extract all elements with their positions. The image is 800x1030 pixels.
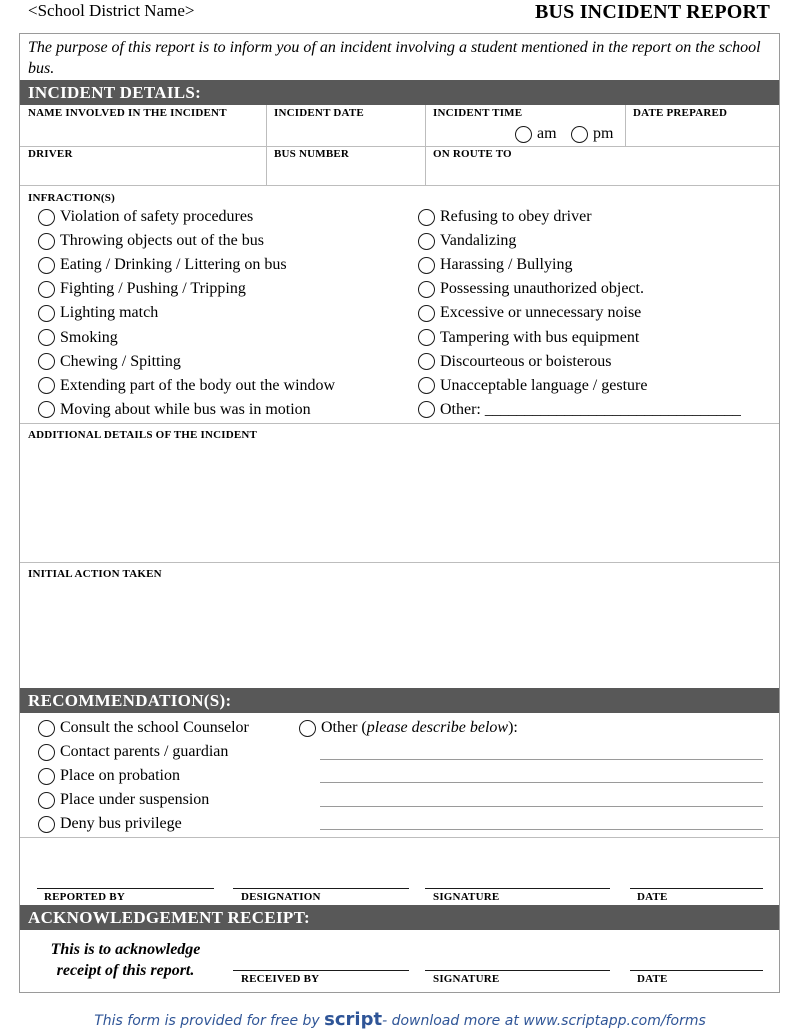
received-by-label: RECEIVED BY (241, 973, 320, 985)
infractions-label: INFRACTION(S) (28, 192, 115, 204)
radio-circle-icon[interactable] (38, 816, 55, 833)
infraction-option[interactable] (418, 401, 741, 419)
radio-circle-icon[interactable] (38, 353, 55, 370)
infraction-option-label: Lighting match (60, 304, 159, 322)
infraction-option[interactable] (418, 377, 647, 395)
infraction-option-label: Eating / Drinking / Littering on bus (60, 256, 287, 274)
infraction-option-label: Tampering with bus equipment (440, 328, 640, 346)
infraction-option-label: Vandalizing (440, 232, 517, 250)
recommendation-option[interactable] (38, 815, 182, 833)
infraction-option-label: Excessive or unnecessary noise (440, 304, 642, 322)
am-label: am (537, 125, 557, 142)
acknowledgement-heading: ACKNOWLEDGEMENT RECEIPT: (20, 905, 779, 930)
recommendation-option-label: Deny bus privilege (60, 815, 182, 833)
other-italic: please describe below (366, 719, 509, 736)
infraction-option[interactable] (38, 304, 158, 322)
infraction-option-label: Possessing unauthorized object. (440, 280, 644, 298)
row-divider (20, 562, 779, 563)
infraction-option-label: Chewing / Spitting (60, 352, 181, 370)
radio-circle-icon[interactable] (418, 353, 435, 370)
designation-label: DESIGNATION (241, 891, 321, 903)
radio-circle-icon[interactable] (418, 305, 435, 322)
bus-number-label: BUS NUMBER (274, 148, 350, 160)
recommendations-heading: RECOMMENDATION(S): (20, 688, 779, 713)
reported-by-line[interactable] (37, 888, 214, 889)
infraction-option[interactable] (418, 208, 592, 226)
recommendation-option-label: Place on probation (60, 767, 180, 785)
radio-circle-icon[interactable] (418, 329, 435, 346)
describe-line[interactable] (320, 829, 763, 830)
incident-time-label: INCIDENT TIME (433, 107, 523, 119)
script-brand-logo[interactable]: script (324, 1009, 383, 1030)
radio-circle-icon[interactable] (38, 401, 55, 418)
infraction-option[interactable] (38, 232, 264, 250)
radio-circle-icon[interactable] (418, 281, 435, 298)
form-title: BUS INCIDENT REPORT (534, 1, 770, 23)
initial-action-label: INITIAL ACTION TAKEN (28, 568, 162, 580)
radio-circle-icon[interactable] (418, 233, 435, 250)
infraction-option-label: Discourteous or boisterous (440, 352, 612, 370)
recommendation-option[interactable] (38, 791, 209, 809)
signature-label: SIGNATURE (433, 891, 500, 903)
infraction-option[interactable] (418, 353, 612, 371)
recommendation-option[interactable] (38, 767, 180, 785)
on-route-to-label: ON ROUTE TO (433, 148, 512, 160)
radio-circle-icon[interactable] (38, 281, 55, 298)
infraction-option[interactable] (38, 401, 311, 419)
other-prefix: Other ( (321, 719, 367, 736)
row-divider (20, 423, 779, 424)
infraction-option[interactable] (418, 304, 641, 322)
recommendation-option-label: Place under suspension (60, 791, 210, 809)
ack-signature-label: SIGNATURE (433, 973, 500, 985)
row-divider (20, 185, 779, 186)
recommendation-other-option[interactable] (299, 719, 518, 737)
infraction-option[interactable] (38, 208, 253, 226)
describe-line[interactable] (320, 806, 763, 807)
ack-date-line[interactable] (630, 970, 763, 971)
radio-circle-icon[interactable] (38, 720, 55, 737)
form-frame (19, 33, 780, 993)
other-suffix: ): (508, 719, 518, 736)
radio-circle-icon[interactable] (515, 126, 532, 143)
radio-circle-icon[interactable] (38, 305, 55, 322)
incident-date-label: INCIDENT DATE (274, 107, 364, 119)
radio-circle-icon[interactable] (38, 233, 55, 250)
am-option[interactable] (515, 125, 557, 143)
infraction-option[interactable] (38, 329, 118, 347)
radio-circle-icon[interactable] (38, 329, 55, 346)
radio-circle-icon[interactable] (38, 377, 55, 394)
infraction-option-label: Moving about while bus was in motion (60, 400, 311, 418)
purpose-text: The purpose of this report is to inform you of an incident involving a student mentioned in the report on the school bus. (28, 39, 761, 77)
driver-label: DRIVER (28, 148, 73, 160)
infraction-option-label: Other: ________________________________ (440, 400, 741, 418)
infraction-option-label: Refusing to obey driver (440, 208, 592, 225)
infraction-option-label: Throwing objects out of the bus (60, 232, 264, 250)
radio-circle-icon[interactable] (38, 257, 55, 274)
infraction-option-label: Unacceptable language / gesture (440, 376, 648, 394)
radio-circle-icon[interactable] (418, 401, 435, 418)
signature-line[interactable] (425, 888, 610, 889)
recommendation-option-label: Consult the school Counselor (60, 719, 249, 736)
incident-details-heading: INCIDENT DETAILS: (20, 80, 779, 105)
footer-suffix: - download more at www.scriptapp.com/forms (382, 1013, 706, 1029)
recommendation-option[interactable] (38, 719, 249, 737)
designation-line[interactable] (233, 888, 409, 889)
reported-by-label: REPORTED BY (44, 891, 125, 903)
infraction-option-label: Violation of safety procedures (60, 208, 254, 225)
date-prepared-label: DATE PREPARED (633, 107, 728, 119)
radio-circle-icon[interactable] (418, 209, 435, 226)
radio-circle-icon[interactable] (418, 257, 435, 274)
pm-label: pm (593, 125, 614, 142)
infraction-option-label: Smoking (60, 328, 118, 346)
infraction-option[interactable] (38, 377, 335, 395)
column-divider (425, 105, 426, 185)
infraction-option-label: Fighting / Pushing / Tripping (60, 280, 246, 298)
acknowledgement-line-1: This is to acknowledge (50, 941, 201, 958)
acknowledgement-line-2: receipt of this report. (56, 962, 195, 979)
pm-option[interactable] (571, 125, 613, 143)
radio-circle-icon[interactable] (571, 126, 588, 143)
date-line[interactable] (630, 888, 763, 889)
describe-line[interactable] (320, 782, 763, 783)
footer-prefix: This form is provided for free by (94, 1013, 325, 1029)
radio-circle-icon[interactable] (299, 720, 316, 737)
name-involved-label: NAME INVOLVED IN THE INCIDENT (28, 107, 227, 119)
infraction-option[interactable] (418, 280, 644, 298)
row-divider (20, 837, 779, 838)
footer-note (0, 1009, 800, 1030)
school-district-name: <School District Name> (28, 1, 195, 20)
ack-date-label: DATE (637, 973, 668, 985)
recommendation-option-label: Contact parents / guardian (60, 743, 229, 761)
infraction-option-label: Harassing / Bullying (440, 256, 573, 274)
row-divider (20, 146, 779, 147)
infraction-option[interactable] (38, 353, 181, 371)
column-divider (625, 105, 626, 146)
infraction-option-label: Extending part of the body out the window (60, 376, 336, 394)
radio-circle-icon[interactable] (38, 744, 55, 761)
infraction-option[interactable] (418, 256, 572, 274)
acknowledgement-text (28, 939, 223, 981)
radio-circle-icon[interactable] (418, 377, 435, 394)
ack-signature-line[interactable] (425, 970, 610, 971)
radio-circle-icon[interactable] (38, 792, 55, 809)
radio-circle-icon[interactable] (38, 768, 55, 785)
infraction-option[interactable] (38, 256, 287, 274)
column-divider (266, 105, 267, 185)
radio-circle-icon[interactable] (38, 209, 55, 226)
additional-details-label: ADDITIONAL DETAILS OF THE INCIDENT (28, 429, 258, 441)
received-by-line[interactable] (233, 970, 409, 971)
describe-line[interactable] (320, 759, 763, 760)
infraction-option[interactable] (418, 232, 516, 250)
recommendation-option[interactable] (38, 743, 228, 761)
date-label: DATE (637, 891, 668, 903)
infraction-option[interactable] (38, 280, 246, 298)
infraction-option[interactable] (418, 329, 639, 347)
